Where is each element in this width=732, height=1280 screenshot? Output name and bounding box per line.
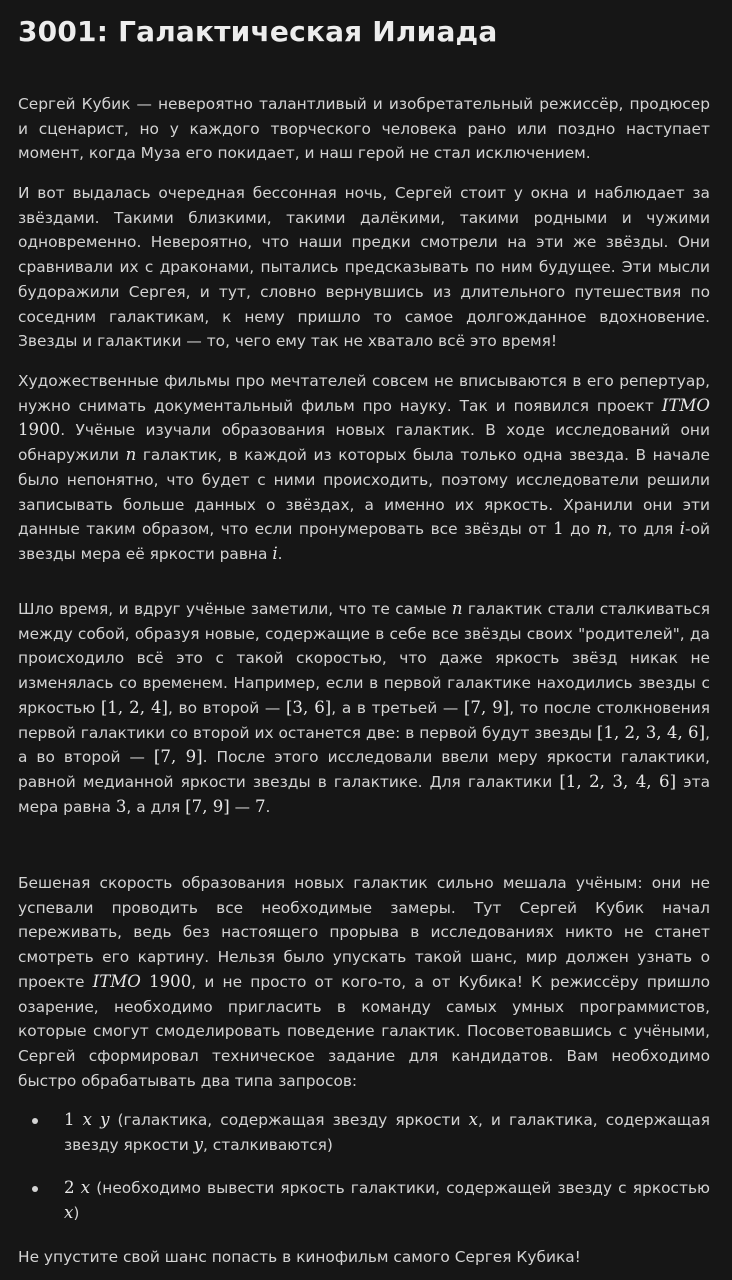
- math-array: [1, 2, 4]: [100, 697, 169, 717]
- math-project-name: ITMO: [661, 395, 710, 415]
- query-item: [18, 1176, 710, 1225]
- math-var-i: i: [679, 519, 686, 539]
- math-var-y: y: [193, 1134, 203, 1154]
- math-var-x: x: [64, 1202, 74, 1222]
- bullet-icon: [32, 1118, 38, 1124]
- text-fragment: до: [563, 520, 597, 539]
- text-fragment: , то после столкновения первой галактики со второй их останется две: в первой будут звезды: [18, 698, 710, 742]
- math-var-x: x: [80, 1178, 91, 1197]
- text-fragment: , и галактика, содержащая звезду яркости: [64, 1111, 710, 1154]
- text-fragment: галактик, в каждой из которых была только одна звезда. В начале было непонятно, что будет с ними происходить, поэтому исследователи решили записывать больше данных о звёздах, а именно их яркость. Хранили они эти данные таким образом, что если пронумеровать все звёзды от: [18, 446, 710, 539]
- problem-title: 3001: Галактическая Илиада: [18, 15, 498, 48]
- math-query-type: 1: [64, 1110, 75, 1129]
- paragraph-task: [18, 871, 710, 1093]
- math-var-x: x: [82, 1110, 92, 1129]
- math-project-name: ITMO: [92, 971, 141, 991]
- paragraph-intro: Сергей Кубик — невероятно талантливый и изобретательный режиссёр, продюсер и сценарист, но у каждого творческого человека рано или поздно наступает момент, когда Муза его покидает, и наш герой не стал исключением.: [18, 95, 710, 163]
- math-array: [7, 9]: [185, 796, 230, 816]
- text-fragment: эта мера равна: [18, 772, 710, 816]
- math-var-x: x: [468, 1110, 478, 1129]
- text-fragment: , а во второй —: [18, 723, 710, 767]
- text-fragment: . Учёные изучали образования новых галактик. В ходе исследований они обнаружили: [18, 421, 710, 465]
- text-fragment: —: [229, 797, 255, 816]
- math-array: [7, 9]: [463, 697, 510, 717]
- math-number: 7: [254, 796, 266, 816]
- text-fragment: галактик стали сталкиваться между собой, образуя новые, содержащие в себе все звёзды своих "родителей", да происходило всё это с такой скоростью, что даже яркость звёзд никак не изменялась со временем. Например, если в первой галактике находились звезды с яркостью: [18, 600, 710, 717]
- text-fragment: (галактика, содержащая звезду яркости: [109, 1111, 469, 1129]
- paragraph-inspiration: И вот выдалась очередная бессонная ночь, Сергей стоит у окна и наблюдает за звёздами. Такими близкими, такими далёкими, такими родными и чужими одновременно. Невероятно, что наши предки смотрели на эти же звёзды. Они сравнивали их с драконами, пытались предсказывать по ним будущее. Эти мысли будоражили Сергея, и тут, словно вернувшись из длительного путешествия по соседним галактикам, к нему пришло то самое долгожданное вдохновение. Звезды и галактики — то, чего ему так не хватало всё это время!: [18, 184, 710, 351]
- query-list: [18, 1108, 710, 1157]
- query-item: [18, 1108, 710, 1157]
- math-array: [7, 9]: [153, 747, 203, 767]
- paragraph-project: [18, 369, 710, 567]
- math-project-year: 1900: [149, 971, 192, 991]
- text-fragment: , во второй —: [168, 698, 286, 717]
- text-fragment: .: [265, 797, 271, 816]
- math-var-i: i: [272, 543, 278, 563]
- text-fragment: Художественные фильмы про мечтателей совсем не вписываются в его репертуар, нужно снимать документальный фильм про науку. Так и появился проект: [18, 372, 710, 415]
- text-fragment: -ой звезды мера её яркости равна: [18, 520, 711, 563]
- math-array: [1, 2, 3, 4, 6]: [596, 722, 706, 742]
- math-one: 1: [553, 519, 564, 539]
- text-fragment: , и не просто от кого-то, а от Кубика! К режиссёру пришло озарение, необходимо пригласить в команду самых умных программистов, которые смогут смоделировать поведение галактик. Посоветовавшись с учёными, Сергей сформировал техническое задание для кандидатов. Вам необходимо быстро обрабатывать два типа запросов:: [18, 972, 710, 1090]
- text-fragment: (необходимо вывести яркость галактики, содержащей звезду с яркостью: [90, 1179, 710, 1197]
- text-fragment: ): [73, 1203, 80, 1222]
- bullet-icon: [32, 1186, 38, 1192]
- text-fragment: , то для: [607, 520, 680, 539]
- math-number: 3: [115, 796, 127, 816]
- paragraph-collisions: [18, 597, 710, 819]
- text-fragment: Бешеная скорость образования новых галактик сильно мешала учёным: они не успевали проводить все необходимые замеры. Тут Сергей Кубик начал переживать, ведь без настоящего прорыва в исследованиях никто не станет смотреть его картину. Нельзя было упускать такой шанс, мир должен узнать о проекте: [18, 874, 710, 991]
- text-fragment: . После этого исследовали ввели меру яркости галактики, равной медианной яркости звезды в галактике. Для галактики: [18, 748, 710, 791]
- math-var-n: n: [125, 445, 137, 465]
- query-list: [18, 1176, 710, 1225]
- math-var-y: y: [100, 1110, 110, 1129]
- math-array: [3, 6]: [285, 697, 332, 717]
- paragraph-closing: Не упустите свой шанс попасть в кинофильм самого Сергея Кубика!: [18, 1248, 581, 1266]
- text-fragment: , сталкиваются): [203, 1135, 333, 1154]
- text-fragment: .: [277, 544, 283, 563]
- math-var-n: n: [596, 519, 608, 539]
- text-fragment: , а в третьей —: [331, 698, 464, 717]
- math-var-n: n: [451, 599, 463, 618]
- math-query-type: 2: [64, 1178, 75, 1197]
- math-array: [1, 2, 3, 4, 6]: [559, 771, 677, 791]
- text-fragment: Шло время, и вдруг учёные заметили, что те самые: [18, 600, 452, 618]
- text-fragment: , а для: [126, 797, 186, 816]
- math-project-year: 1900: [18, 420, 61, 440]
